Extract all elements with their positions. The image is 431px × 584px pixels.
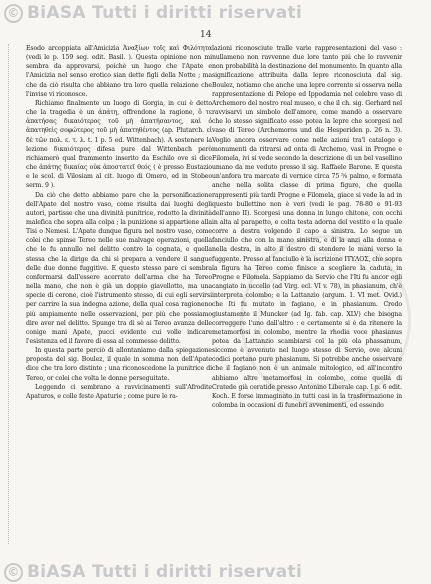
copyright-icon: © xyxy=(4,563,23,582)
paragraph: Esodo arcoppiata all'Amicizia Ἀναξίων τοῖς καὶ Φιλότητα (vedi le p. 159 seg. edit. Basil. ). Questa opinione non mi sembra da approvarsi, poichè un luogo che l'Apate e l'Amicizia nel senso erotico sian dette figli della Notte ; ma che da ciò risulta che abbiano tra loro quella relazione che l'invise vi riconosce. xyxy=(26,45,212,98)
right-text-column xyxy=(212,44,402,410)
copyright-icon: © xyxy=(4,4,23,23)
paragraph: In questa parte perciò di allontaniamo dalla spiegazione proposta del sig. Boulez, il quale in somma non dell'Apate dice che tra loro distinte ; una riconoscedone la punitrice di Tereo, or colei che volta le donne perseguitate. xyxy=(26,347,212,382)
watermark-top xyxy=(4,3,302,23)
paragraph: Richiamo finalmente un luogo di Gorgia, in cui è detto che la tragedia è un ἀπάτη, offrendone la ragione, ὃ τε ἀπατήσας δικαιότερος τοῦ μὴ ἀπατήσαντος, καὶ ὁ ἀπατηθεὶς σοφώτερος τοῦ μὴ ἀπατηθέντος (ap. Plutarch. εἰ δὲ τῶν πολ. ε. τ. λ. t. 1 p. 5 ed. Wittenbach). A sostenere la lezione δικαιότερος difesa pure dal Wittenbach però richiamerò qual frammento inserito da Eschilo ove si dice che ἀπάτης δικαίας οὐκ ἀποστατεῖ θεός ( è presso Eustazio e le scol. di Vilosiam al cit. luogo di Omero, ed in Stobeo serm. 9 ). xyxy=(26,99,212,190)
paragraph: Leggendo ci sembrano a ravvicinamenti sull'Afrodite Apaturos, e colle feste Apaturie ; come pure le ra- xyxy=(26,383,212,400)
watermark-bottom xyxy=(4,562,302,582)
binding-margin xyxy=(8,44,15,544)
left-text-column xyxy=(26,44,212,401)
watermark-text: BiASA Tutti i diritti riservati xyxy=(27,562,303,582)
watermark-text: BiASA Tutti i diritti riservati xyxy=(27,3,303,23)
page-number: 14 xyxy=(200,30,212,40)
paragraph: Da ciò che detto abbiamo pare che la personificazione dell'Apate del nostro vaso, come risulta dai luoghi degli autori, partisse che una divinità punitrice, rodotto la divinità malefica che sopra alla colpa ; la punizione si appartiene alla Tisi o Nemesi. L'Apate dunque figura nel nostro vaso, come colei che spinse Tereo nelle sue malvage operazioni, quella che le fu annullo nel delitto contro la cognata, e quella stessa che la dirige da chi si prepara a vendere il sangue delle due donne fuggitive. E questo stesso pare ci sembra confermarsi dall'essere acerrato dell'arma che ha Tereo nella mano, che non è già un doppio giavellotto, ma una specie di cerone, cioè l'istrumento stesso, di cui egli servirsi per carrire la sua indegna azione, della qual cosa ragioneno più ampiamente nelle osservazioni, per più che possiamo dire aver nel delitto. Spunge tra di sè ai Tereo avanza delle conige mani Apate, pucci evidente cui volle indicare l'esistenza ed il favore di essa al commesso delitto. xyxy=(26,191,212,345)
paragraph: lazioni riconosciute tralle varie rappresentazioni del vaso : nullameno non ravvenne due lore tanto piú che lo ravvenir non probabilità la destinazione del monumento. In quanto alla significazione attribuita dalla lepre riconosciuta dal sig. Boulez, notiamo che anche una lepre corrente si osserva nella rappresentazione di Pelope ed Ippodamia nel celebre vaso di Archemoro del nostro real museo, e che il ch. sig. Gerhard nel ravvisarvi un simbolo dell'amore, come mandò a osservare che lo stesso significato esso potea la lepre che scorgesi nel vaso di Tereo (Archemoros und die Hesperiden p. 26 n. 3). Voglio ancora osservare come nelle azioni tra'l catalogo e monumenti da ritrarsi ad onta di Archemo, vasi in Progne e Filomela, ivi si vede secondo la descrizione di un bel vasellino umano da me veduto presso il sig. Raffaele Barone. E questa un'anfora tra marcate di vernice circa 75 ⅝ palmo, e formata anche nella solita classe di prima figure, che quella rappresenti più tardi Progne e Filomela, giace si vede la ad in questo bullettino non è veri (vedi le pag. 78-80 e 91-93 dell'anno II). Scorgesi una donna in lungo chitone, con occhi in alta al parapetto, e colta testa adorna del vestito e la quale corre a destra volgendo il capo a sinistra. Lo segue un fanciullo che con la mano sinistra, e di la anzi alla donna e nella destra, in alto il destro di stendere le mani verso la fuggente. Presso al fanciullo è la iscrizione ΙΤΥΛΟΣ, che sopra la figura ha Tereo come finisce a scegliere la caduta, in Progne e Filomela. Sappiamo da Servio che l'Iti fu ancor egli cangiato in uccello (ad Virg. ecl. VI v. 78), in phasianum, ch'è interpreta colombo; e la Lattanzio (argum. 1. VI met. Ovid.) che Iti fu mutato in fagiano, e in phasianum. Credo giustamente il Muncker (ad Ig. fab. cap. XLV) che bisogna correggere l'uno dall'altro : e certamente si è da ritenere la metamorfosi in colombo, mentre la rhodia voce phasianus potea da Lattanzio scambiarsi col la più ola phassanum, siccome è avvenuto nel luogo stesso di Servio, ove alcuni codici portano pure phasianum. Si potrebbe anche osservare che il fagiano non è un animale mitologico, ed all'incontro abbiamo altre metamorfosi in colombo, come quella di Cratede già ceratide presso Antonino Liberale cap. I p. 6 edit. Koch. E forse immaginato in tutti casi in la trasformazione in colomba in occasioni di funebri avvenimenti, ed essendo xyxy=(212,45,402,410)
